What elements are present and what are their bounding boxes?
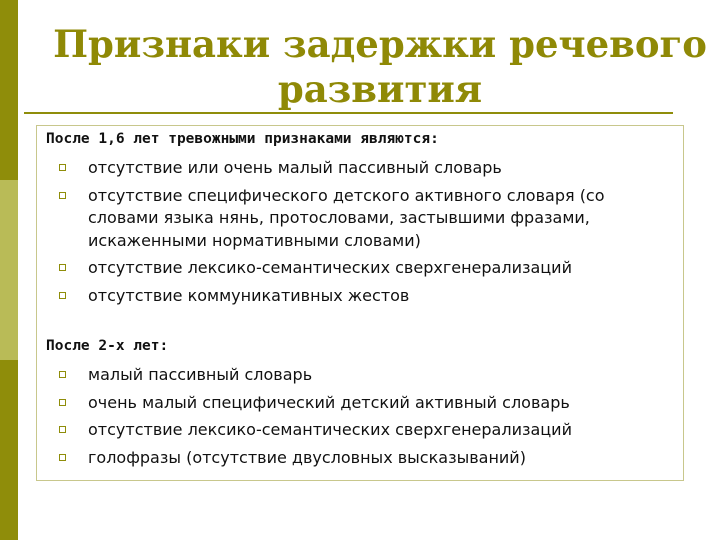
list-item-text: отсутствие специфического детского активного словаря (со словами языка нянь, протословами, застывшими фразами, искаженными нормативными словами) bbox=[88, 185, 605, 250]
list-item-text: очень малый специфический детский активный словарь bbox=[88, 392, 570, 412]
side-accent-bar-middle bbox=[0, 180, 18, 360]
list-item-text: голофразы (отсутствие двусловных высказываний) bbox=[88, 447, 526, 467]
list-item-text: отсутствие коммуникативных жестов bbox=[88, 285, 410, 305]
slide-title-line-2: развития bbox=[277, 67, 483, 111]
list-item bbox=[56, 419, 676, 442]
list-item-text: малый пассивный словарь bbox=[88, 365, 313, 384]
list-item bbox=[56, 185, 676, 253]
slide-title bbox=[40, 22, 720, 112]
list-item bbox=[56, 257, 676, 280]
list-item-text: отсутствие или очень малый пассивный словарь bbox=[88, 158, 502, 177]
list-after-1-6-years bbox=[56, 157, 676, 312]
section-heading-after-2-years: После 2-х лет: bbox=[46, 338, 169, 354]
square-bullet-icon bbox=[59, 292, 66, 299]
square-bullet-icon bbox=[59, 426, 66, 433]
title-underline bbox=[24, 112, 673, 114]
list-item-text: отсутствие лексико-семантических сверхгенерализаций bbox=[88, 258, 572, 277]
list-item bbox=[56, 157, 676, 180]
square-bullet-icon bbox=[59, 192, 66, 199]
list-item bbox=[56, 447, 676, 470]
square-bullet-icon bbox=[59, 264, 66, 271]
side-accent-bar-bottom bbox=[0, 360, 18, 540]
list-item bbox=[56, 392, 676, 415]
side-accent-bar-top bbox=[0, 0, 18, 180]
square-bullet-icon bbox=[59, 454, 66, 461]
list-item bbox=[56, 364, 676, 387]
square-bullet-icon bbox=[59, 164, 66, 171]
list-item bbox=[56, 285, 676, 308]
square-bullet-icon bbox=[59, 399, 66, 406]
section-heading-after-1-6-years: После 1,6 лет тревожными признаками являются: bbox=[46, 131, 439, 147]
list-item-text: отсутствие лексико-семантических сверхгенерализаций bbox=[88, 420, 572, 439]
square-bullet-icon bbox=[59, 371, 66, 378]
slide-title-line-1: Признаки задержки речевого bbox=[53, 22, 707, 66]
list-after-2-years bbox=[56, 364, 676, 474]
